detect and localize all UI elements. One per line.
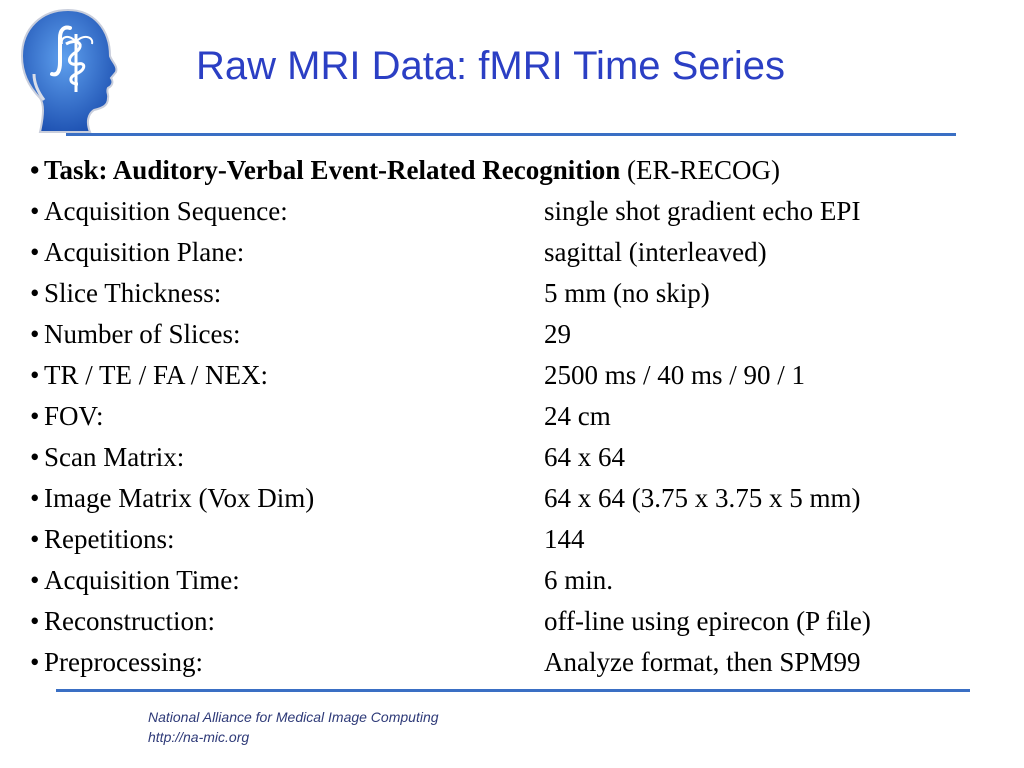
task-abbrev: (ER-RECOG) — [620, 155, 781, 185]
parameter-row — [30, 519, 1010, 560]
bullet: • — [30, 483, 40, 513]
bullet: • — [30, 155, 40, 185]
parameter-value: Analyze format, then SPM99 — [544, 647, 861, 677]
parameter-row — [30, 560, 1010, 601]
slide-title: Raw MRI Data: fMRI Time Series — [196, 44, 786, 88]
bullet: • — [30, 401, 40, 431]
parameter-label: Acquisition Sequence: — [44, 196, 288, 226]
parameter-row — [30, 314, 1010, 355]
footer — [148, 707, 439, 747]
parameter-label: TR / TE / FA / NEX: — [44, 360, 269, 390]
parameter-value: 2500 ms / 40 ms / 90 / 1 — [544, 360, 806, 390]
parameter-value: single shot gradient echo EPI — [544, 196, 861, 226]
parameter-label: Acquisition Time: — [44, 565, 240, 595]
bullet: • — [30, 524, 40, 554]
parameter-value: 6 min. — [544, 565, 614, 595]
bullet: • — [30, 647, 40, 677]
bullet: • — [30, 565, 40, 595]
parameter-list — [30, 150, 1010, 683]
bullet: • — [30, 606, 40, 636]
slicer-logo-icon — [14, 4, 120, 136]
footer-divider — [56, 689, 970, 692]
parameter-value: 29 — [544, 319, 571, 349]
parameter-label: Number of Slices: — [44, 319, 241, 349]
parameter-value: off-line using epirecon (P file) — [544, 606, 871, 636]
parameter-label: Scan Matrix: — [44, 442, 185, 472]
bullet: • — [30, 360, 40, 390]
bullet: • — [30, 278, 40, 308]
parameter-label: Image Matrix (Vox Dim) — [44, 483, 315, 513]
parameter-row — [30, 396, 1010, 437]
parameter-row — [30, 437, 1010, 478]
parameter-value: 64 x 64 (3.75 x 3.75 x 5 mm) — [544, 483, 861, 513]
parameter-label: Repetitions: — [44, 524, 175, 554]
parameter-label: Reconstruction: — [44, 606, 215, 636]
parameter-row — [30, 601, 1010, 642]
title-divider — [66, 133, 956, 136]
parameter-label: Slice Thickness: — [44, 278, 222, 308]
parameter-label: FOV: — [44, 401, 104, 431]
bullet: • — [30, 237, 40, 267]
parameter-value: 5 mm (no skip) — [544, 278, 710, 308]
parameter-value: 64 x 64 — [544, 442, 625, 472]
parameter-value: 24 cm — [544, 401, 611, 431]
parameter-label: Acquisition Plane: — [44, 237, 245, 267]
footer-url: http://na-mic.org — [148, 729, 250, 745]
parameter-value: 144 — [544, 524, 585, 554]
parameter-value: sagittal (interleaved) — [544, 237, 767, 267]
parameter-row — [30, 273, 1010, 314]
bullet: • — [30, 442, 40, 472]
parameter-row — [30, 191, 1010, 232]
task-title: Task: Auditory-Verbal Event-Related Recognition — [44, 155, 621, 185]
parameter-row — [30, 355, 1010, 396]
parameter-row — [30, 478, 1010, 519]
parameter-row — [30, 232, 1010, 273]
parameter-label: Preprocessing: — [44, 647, 203, 677]
footer-org: National Alliance for Medical Image Computing — [148, 709, 439, 725]
parameter-row — [30, 642, 1010, 683]
task-line — [30, 150, 1010, 191]
bullet: • — [30, 196, 40, 226]
bullet: • — [30, 319, 40, 349]
